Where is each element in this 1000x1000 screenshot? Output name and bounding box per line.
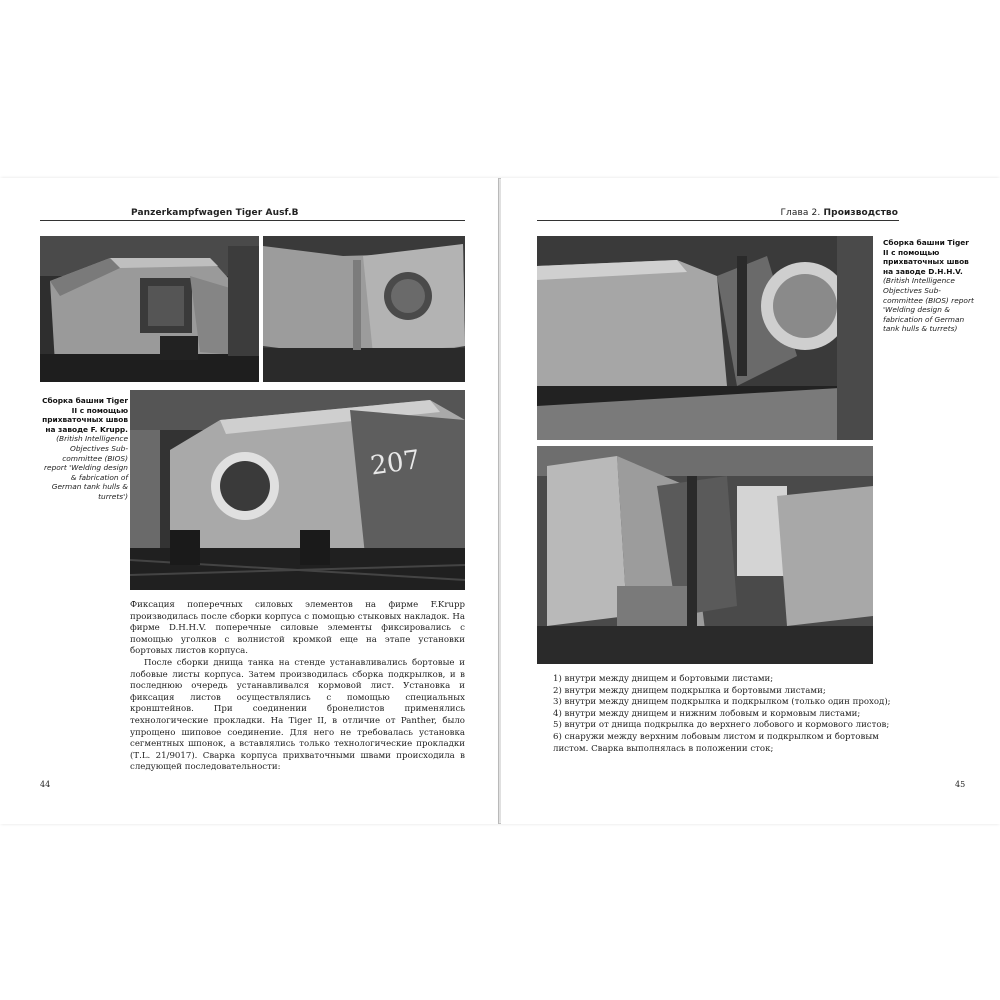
running-head-right: [780, 208, 898, 218]
left-body-text: [130, 600, 465, 774]
chapter-number: Глава 2.: [780, 208, 821, 218]
photo-marking: 207: [368, 444, 422, 482]
caption-title: Сборка башни Tiger II с помощью прихваточных швов на заводе D.H.H.V.: [883, 238, 969, 276]
photo-turret-assembly-1: [40, 236, 259, 382]
photo-turret-assembly-4: [537, 236, 873, 440]
caption-title: Сборка башни Tiger II с помощью прихваточных швов на заводе F. Krupp.: [42, 396, 128, 434]
right-body-text: [537, 674, 899, 755]
page-number-right: 45: [955, 780, 966, 789]
photo-turret-assembly-2: [263, 236, 465, 382]
photo-caption-right: [883, 238, 975, 334]
running-head-rule: [537, 220, 899, 221]
list-item: 5) внутри от днища подкрылка до верхнего лобового и кормового листов;: [553, 720, 890, 731]
right-page: [501, 178, 1000, 824]
list-item: 1) внутри между днищем и бортовыми листами;: [553, 674, 774, 684]
photo-turret-assembly-5: [537, 446, 873, 664]
caption-source-note: (British Intelligence Objectives Sub-committee (BIOS) report 'Welding design & fabrication of German tank hulls & turrets): [883, 276, 974, 334]
paragraph: Фиксация поперечных силовых элементов на фирме F.Krupp производилась после сборки корпуса с помощью стыковых накладок. На фирме D.H.H.V. поперечные силовые элементы фиксировались с помощью уголков с волнистой кромкой еще на этапе установки бортовых листов корпуса.: [130, 600, 465, 657]
paragraph: После сборки днища танка на стенде устанавливались бортовые и лобовые листы корпуса. Затем производилась сборка подкрылков, и в последнюю очередь устанавливался кормовой лист. Установка и фиксация листов осуществлялись с помощью специальных кронштейнов. При соединении бронелистов применялись технологические прокладки. На Tiger II, в отличие от Panther, было упрощено шиповое соединение. Для него не требовалась установка сегментных шпонок, а вставлялись только технологические прокладки (Т.L. 21/9017). Сварка корпуса прихваточными швами происходила в следующей последовательности:: [130, 657, 465, 773]
photo-turret-assembly-3: [130, 390, 465, 590]
page-number-left: 44: [40, 780, 51, 789]
caption-source-note: (British Intelligence Objectives Sub-committee (BIOS) report 'Welding design & fabrication of German tank hulls & turrets'): [43, 434, 128, 501]
left-page: [0, 178, 499, 824]
list-item: 4) внутри между днищем и нижним лобовым и кормовым листами;: [553, 708, 861, 719]
running-head-left: Panzerkampfwagen Tiger Ausf.B: [131, 208, 299, 218]
list-item: 3) внутри между днищем подкрылка и подкрылком (только один проход);: [553, 697, 891, 708]
chapter-title: Производство: [823, 208, 898, 218]
photo-caption-left: [40, 396, 128, 502]
list-item: 6) снаружи между верхним лобовым листом и подкрылком и бортовым листом. Сварка выполнялась в положении сток;: [553, 731, 879, 754]
running-head-rule: [40, 220, 465, 221]
list-item: 2) внутри между днищем подкрылка и бортовыми листами;: [553, 685, 826, 696]
book-spread: [0, 178, 1000, 824]
